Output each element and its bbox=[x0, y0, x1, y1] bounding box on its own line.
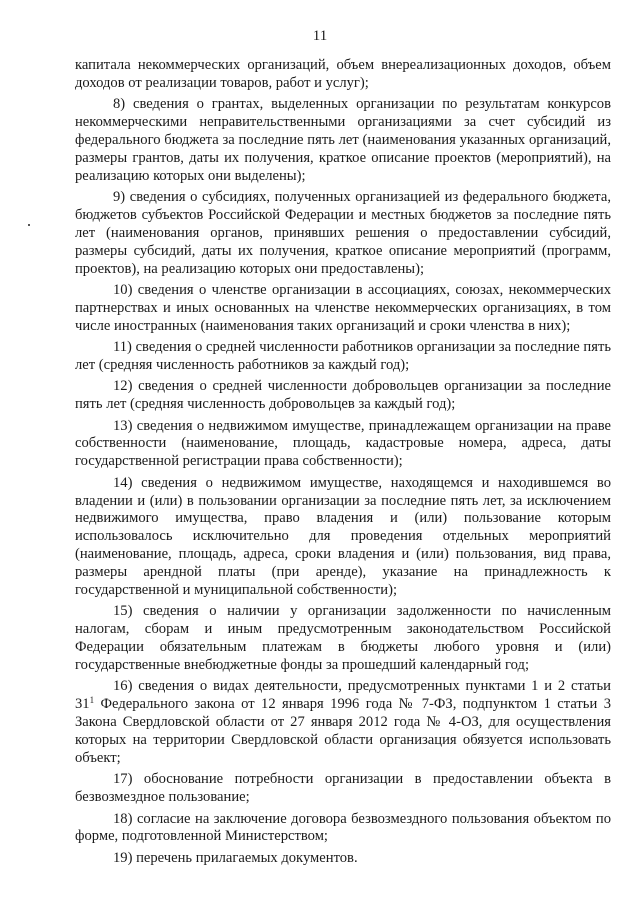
paragraph-11: 11) сведения о средней численности работников организации за последние пять лет (средняя численность работников за каждый год); bbox=[75, 339, 611, 374]
paragraph-19: 19) перечень прилагаемых документов. bbox=[113, 849, 358, 866]
paragraph-16-end: Федерального закона от 12 января 1996 года № 7-ФЗ, подпунктом 1 статьи 3 Закона Свердловской области от 27 января 2012 года № 4-ОЗ, для осуществления которых на территории Свердловской области организация обязуется использовать объект; bbox=[75, 696, 611, 767]
document-body bbox=[75, 57, 611, 871]
paragraph-15: 15) сведения о наличии у организации задолженности по начисленным налогам, сборам и иным предусмотренным законодательством Российской Федерации обязательным платежам в бюджеты любого уровня и (или) государственные внебюджетные фонды за прошедший календарный год; bbox=[75, 603, 611, 674]
paragraph-8: 8) сведения о грантах, выделенных организации по результатам конкурсов некоммерческими неправительственными организациями за счет субсидий из федерального бюджета за последние пять лет (наименования указанных организаций, размеры грантов, даты их получения, краткое описание проектов (мероприятий), на реализацию которых они выделены); bbox=[75, 96, 611, 184]
paragraph-10: 10) сведения о членстве организации в ассоциациях, союзах, некоммерческих партнерствах и иных основанных на членстве некоммерческих организациях, в том числе иностранных (наименования таких организаций и сроки членства в них); bbox=[75, 282, 611, 334]
paragraph-12: 12) сведения о средней численности добровольцев организации за последние пять лет (средняя численность добровольцев за каждый год); bbox=[75, 378, 611, 413]
paragraph-14: 14) сведения о недвижимом имуществе, находящемся и находившемся во владении и (или) в пользовании организации за последние пять лет, за исключением недвижимого имущества, право владения и (или) пользование которым использовалось исключительно для проведения отдельных мероприятий (наименование, площадь, адреса, сроки владения и (или) пользования, вид права, размеры арендной платы (при аренде), указание на принадлежность к государственной и муниципальной собственности); bbox=[75, 474, 611, 599]
paragraph-18: 18) согласие на заключение договора безвозмездного пользования объектом по форме, подготовленной Министерством; bbox=[75, 810, 611, 845]
paragraph-16 bbox=[75, 678, 611, 768]
margin-dot-mark bbox=[28, 224, 30, 226]
paragraph-13: 13) сведения о недвижимом имуществе, принадлежащем организации на праве собственности (наименование, площадь, кадастровые номера, адреса, даты государственной регистрации права собственности); bbox=[75, 417, 611, 470]
paragraph-17: 17) обоснование потребности организации в предоставлении объекта в безвозмездное пользование; bbox=[75, 771, 611, 806]
paragraph-9: 9) сведения о субсидиях, полученных организацией из федерального бюджета, бюджетов субъектов Российской Федерации и местных бюджетов за последние пять лет (наименования органов, принявших решения о предоставлении субсидий, размеры субсидий, даты их получения, краткое описание мероприятий (программ, проектов), на реализацию которых они предоставлены); bbox=[75, 189, 611, 277]
paragraph-16-start: 16) сведения о видах деятельности, предусмотренных пунктами 1 и 2 статьи 31 bbox=[75, 678, 611, 713]
superscript-footnote: 1 bbox=[89, 695, 95, 706]
paragraph-7-continuation: капитала некоммерческих организаций, объем внереализационных доходов, объем доходов от реализации товаров, работ и услуг); bbox=[75, 57, 611, 91]
page-number: 11 bbox=[312, 28, 328, 44]
